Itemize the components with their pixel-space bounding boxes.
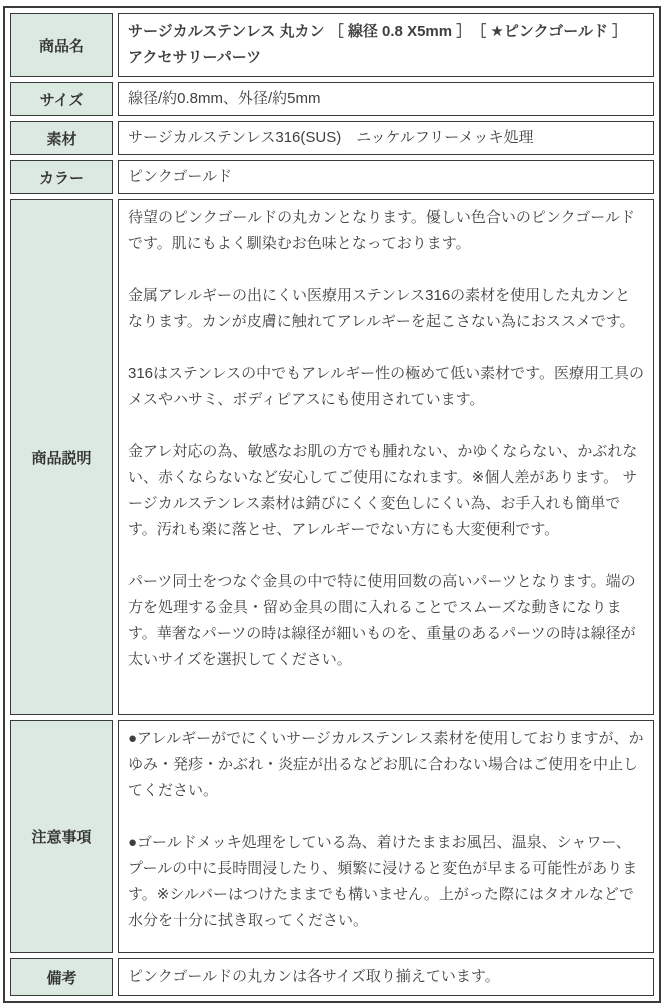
caution-value [118,720,654,953]
remarks-value: ピンクゴールドの丸カンは各サイズ取り揃えています。 [118,958,654,996]
description-value [118,199,654,715]
description-paragraph: パーツ同士をつなぐ金具の中で特に使用回数の高いパーツとなります。端の方を処理する金具・留め金具の間に入れることでスムーズな動きになります。華奢なパーツの時は線径が細いものを、重量のあるパーツの時は線径が太いサイズを選択してください。 [128,573,636,668]
product-spec-table [3,6,661,1003]
description-paragraph: 待望のピンクゴールドの丸カンとなります。優しい色合いのピンクゴールドです。肌にもよく馴染むお色味となっております。 [128,209,636,252]
spec-row-caution [10,720,654,953]
spec-row-color [10,160,654,194]
remarks-label: 備考 [10,958,113,996]
caution-paragraph: ●アレルギーがでにくいサージカルステンレス素材を使用しておりますが、かゆみ・発疹・かぶれ・炎症が出るなどお肌に合わない場合はご使用を中止してください。 [128,730,644,799]
spec-row-material [10,121,654,155]
description-paragraph: 金属アレルギーの出にくい医療用ステンレス316の素材を使用した丸カンとなります。カンが皮膚に触れてアレルギーを起こさない為におススメです。 [128,287,635,330]
spec-row-product-name [10,13,654,77]
size-value: 線径/約0.8mm、外径/約5mm [118,82,654,116]
description-paragraph: 316はステンレスの中でもアレルギー性の極めて低い素材です。医療用工具のメスやハサミ、ボディピアスにも使用されています。 [128,365,644,408]
color-value: ピンクゴールド [118,160,654,194]
spec-row-description [10,199,654,715]
product-name-label: 商品名 [10,13,113,77]
description-paragraph: 金アレ対応の為、敏感なお肌の方でも腫れない、かゆくならない、かぶれない、赤くならないなど安心してご使用になれます。※個人差があります。 サージカルステンレス素材は錆びにくく変色しにくい為、お手入れも簡単です。汚れも楽に落とせ、アレルギーでない方にも大変便利です。 [128,443,638,538]
size-label: サイズ [10,82,113,116]
caution-paragraph: ●ゴールドメッキ処理をしている為、着けたままお風呂、温泉、シャワー、プールの中に長時間浸したり、頻繁に浸けると変色が早まる可能性があります。※シルバーはつけたままでも構いません。上がった際にはタオルなどで水分を十分に拭き取ってください。 [128,834,638,929]
color-label: カラー [10,160,113,194]
caution-label: 注意事項 [10,720,113,953]
product-name-value: サージカルステンレス 丸カン ［ 線径 0.8 X5mm ］ ［ ★ピンクゴールド ］ アクセサリーパーツ [118,13,654,77]
description-label: 商品説明 [10,199,113,715]
spec-row-size [10,82,654,116]
material-label: 素材 [10,121,113,155]
spec-row-remarks [10,958,654,996]
material-value: サージカルステンレス316(SUS) ニッケルフリーメッキ処理 [118,121,654,155]
